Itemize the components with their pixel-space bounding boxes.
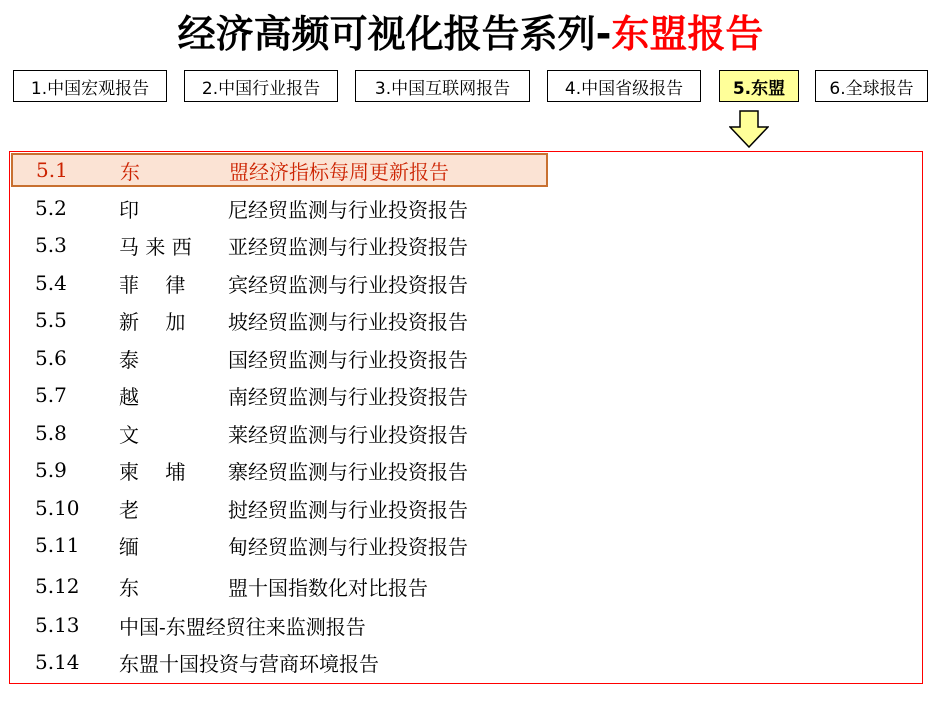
report-number: 5.9: [35, 458, 67, 482]
report-country: 东: [120, 159, 140, 184]
report-number: 5.4: [35, 271, 67, 295]
tab-china-macro[interactable]: 1.中国宏观报告: [13, 70, 167, 102]
report-country: 马 来 西: [119, 234, 192, 259]
report-title: 国经贸监测与行业投资报告: [228, 347, 468, 372]
report-number: 5.8: [35, 421, 67, 445]
tab-china-internet[interactable]: 3.中国互联网报告: [355, 70, 530, 102]
report-title: 宾经贸监测与行业投资报告: [228, 272, 468, 297]
page-title-main: 经济高频可视化报告系列-: [177, 12, 612, 56]
report-country: 印: [119, 197, 139, 222]
report-number: 5.6: [35, 346, 67, 370]
tab-global[interactable]: 6.全球报告: [815, 70, 928, 102]
report-country: 老: [119, 497, 139, 522]
report-number: 5.13: [35, 613, 80, 637]
report-title: 尼经贸监测与行业投资报告: [228, 197, 468, 222]
report-country: 新 加: [119, 309, 186, 334]
report-title: 寨经贸监测与行业投资报告: [228, 459, 468, 484]
report-number: 5.10: [35, 496, 80, 520]
report-list: [9, 151, 923, 684]
report-number: 5.3: [35, 233, 67, 257]
report-number: 5.11: [35, 533, 80, 557]
report-title: 盟经济指标每周更新报告: [229, 159, 449, 184]
report-country: 柬 埔: [119, 459, 186, 484]
report-title: 东盟十国投资与营商环境报告: [119, 651, 379, 676]
report-number: 5.12: [35, 574, 80, 598]
tab-china-industry[interactable]: 2.中国行业报告: [184, 70, 338, 102]
report-country: 缅: [119, 534, 139, 559]
report-title: 盟十国指数化对比报告: [228, 575, 428, 600]
report-title: 甸经贸监测与行业投资报告: [228, 534, 468, 559]
report-title: 莱经贸监测与行业投资报告: [228, 422, 468, 447]
report-title: 坡经贸监测与行业投资报告: [228, 309, 468, 334]
report-country: 菲 律: [119, 272, 186, 297]
down-arrow-icon: [729, 110, 769, 148]
report-number: 5.2: [35, 196, 67, 220]
report-number: 5.1: [36, 158, 68, 182]
report-number: 5.7: [35, 383, 67, 407]
report-tabs: [0, 70, 941, 104]
report-country: 东: [119, 575, 139, 600]
tab-asean[interactable]: 5.东盟: [719, 70, 799, 102]
report-item-asean-weekly[interactable]: [11, 153, 548, 187]
report-title: 中国-东盟经贸往来监测报告: [119, 614, 366, 639]
report-title: 亚经贸监测与行业投资报告: [228, 234, 468, 259]
report-country: 泰: [119, 347, 139, 372]
report-number: 5.14: [35, 650, 80, 674]
report-country: 越: [119, 384, 139, 409]
report-title: 南经贸监测与行业投资报告: [228, 384, 468, 409]
page-title: [0, 10, 941, 58]
page-title-accent: 东盟报告: [611, 12, 764, 56]
report-country: 文: [119, 422, 139, 447]
report-title: 挝经贸监测与行业投资报告: [228, 497, 468, 522]
report-number: 5.5: [35, 308, 67, 332]
tab-china-province[interactable]: 4.中国省级报告: [547, 70, 701, 102]
